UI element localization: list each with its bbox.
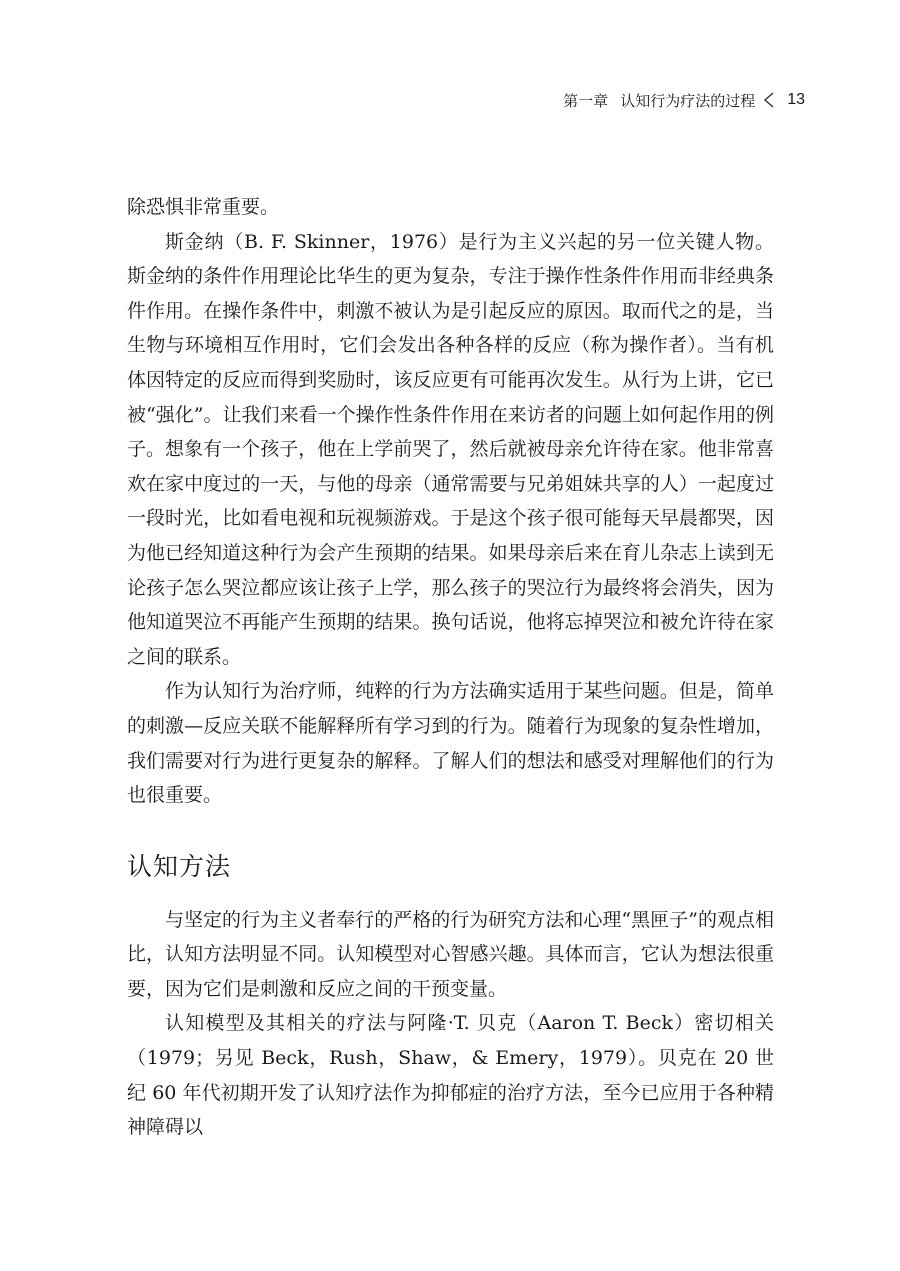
chevron-left-icon	[759, 90, 779, 110]
page-number: 13	[787, 91, 805, 108]
paragraph: 作为认知行为治疗师，纯粹的行为方法确实适用于某些问题。但是，简单的刺激—反应关联不能解释所有学习到的行为。随着行为现象的复杂性增加，我们需要对行为进行更复杂的解释。了解人们的想法和感受对理解他们的行为也很重要。	[127, 680, 774, 807]
paragraph: 斯金纳（B. F. Skinner，1976）是行为主义兴起的另一位关键人物。斯金纳的条件作用理论比华生的更为复杂，专注于操作性条件作用而非经典条件作用。在操作条件中，刺激不被认为是引起反应的原因。取而代之的是，当生物与环境相互作用时，它们会发出各种各样的反应（称为操作者）。当有机体因特定的反应而得到奖励时，该反应更有可能再次发生。从行为上讲，它已被“强化”。让我们来看一个操作性条件作用在来访者的问题上如何起作用的例子。想象有一个孩子，他在上学前哭了，然后就被母亲允许待在家。他非常喜欢在家中度过的一天，与他的母亲（通常需要与兄弟姐妹共享的人）一起度过一段时光，比如看电视和玩视频游戏。于是这个孩子很可能每天早晨都哭，因为他已经知道这种行为会产生预期的结果。如果母亲后来在育儿杂志上读到无论孩子怎么哭泣都应该让孩子上学，那么孩子的哭泣行为最终将会消失，因为他知道哭泣不再能产生预期的结果。换句话说，他将忘掉哭泣和被允许待在家之间的联系。	[127, 230, 774, 668]
paragraph: 与坚定的行为主义者奉行的严格的行为研究方法和心理“黑匣子”的观点相比，认知方法明显不同。认知模型对心智感兴趣。具体而言，它认为想法很重要，因为它们是刺激和反应之间的干预变量。	[127, 908, 774, 1000]
page-body	[127, 190, 774, 1145]
chapter-title: 认知行为疗法的过程	[620, 91, 756, 110]
running-header	[563, 88, 805, 112]
chapter-number: 第一章	[563, 91, 609, 110]
section-heading: 认知方法	[127, 851, 232, 881]
paragraph: 除恐惧非常重要。	[127, 196, 280, 218]
paragraph: 认知模型及其相关的疗法与阿隆·T. 贝克（Aaron T. Beck）密切相关（1979；另见 Beck，Rush，Shaw，& Emery，1979）。贝克在 20 世纪 60 年代初期开发了认知疗法作为抑郁症的治疗方法，至今已应用于各种精神障碍以	[127, 1012, 774, 1139]
